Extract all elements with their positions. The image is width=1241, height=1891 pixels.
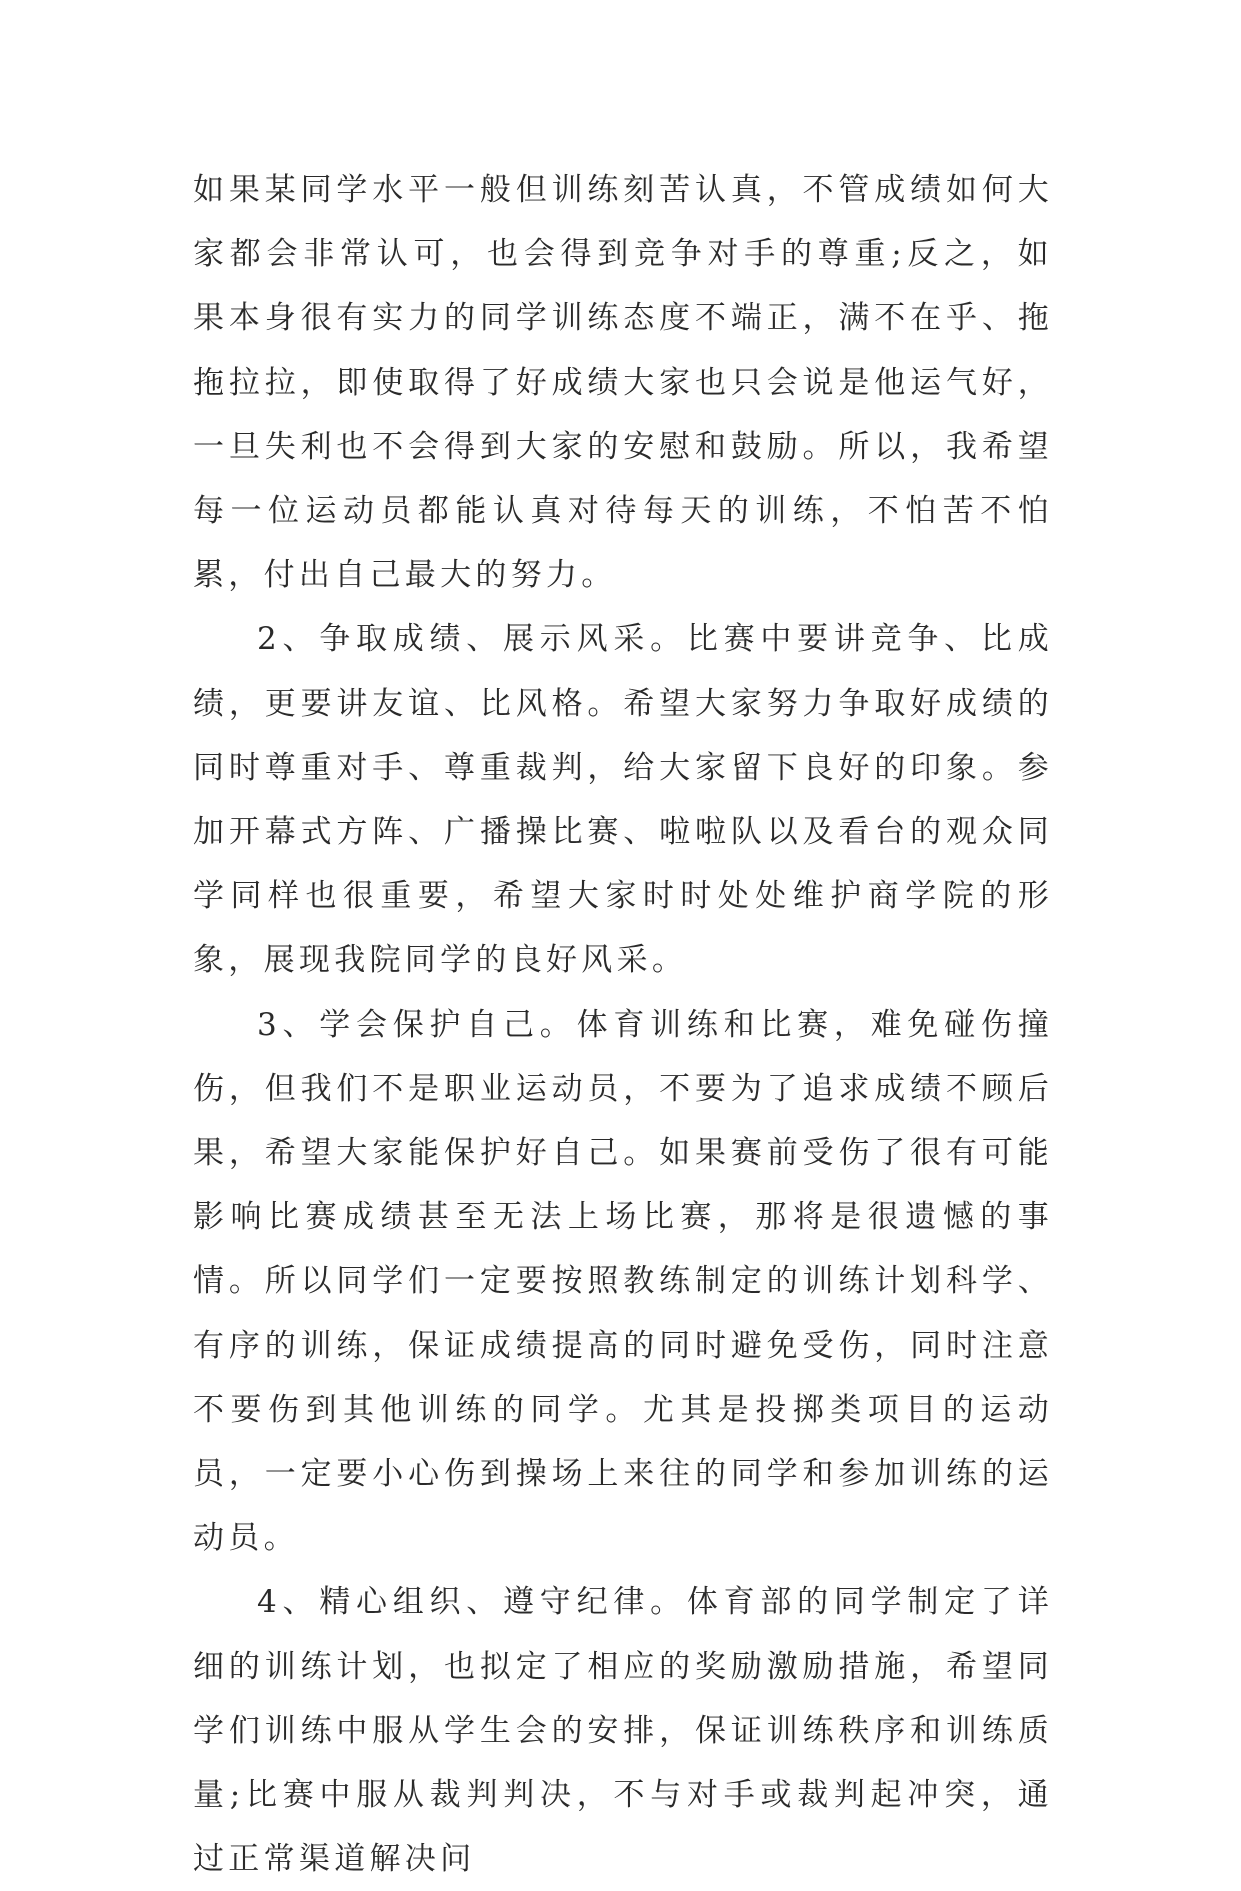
- paragraph-strive-for-results: 2、争取成绩、展示风采。比赛中要讲竞争、比成绩，更要讲友谊、比风格。希望大家努力争取好成绩的同时尊重对手、尊重裁判，给大家留下良好的印象。参加开幕式方阵、广播操比赛、啦啦队以及看台的观众同学同样也很重要，希望大家时时处处维护商学院的形象，展现我院同学的良好风采。: [193, 621, 1053, 979]
- paragraph-protect-yourself: 3、学会保护自己。体育训练和比赛，难免碰伤撞伤，但我们不是职业运动员，不要为了追求成绩不顾后果，希望大家能保护好自己。如果赛前受伤了很有可能影响比赛成绩甚至无法上场比赛，那将是很遗憾的事情。所以同学们一定要按照教练制定的训练计划科学、有序的训练，保证成绩提高的同时避免受伤，同时注意不要伤到其他训练的同学。尤其是投掷类项目的运动员，一定要小心伤到操场上来往的同学和参加训练的运动员。: [193, 1006, 1053, 1557]
- paragraph-training-attitude: 如果某同学水平一般但训练刻苦认真，不管成绩如何大家都会非常认可，也会得到竞争对手的尊重;反之，如果本身很有实力的同学训练态度不端正，满不在乎、拖拖拉拉，即使取得了好成绩大家也只会说是他运气好，一旦失利也不会得到大家的安慰和鼓励。所以，我希望每一位运动员都能认真对待每天的训练，不怕苦不怕累，付出自己最大的努力。: [193, 172, 1053, 594]
- paragraph-organization-discipline: 4、精心组织、遵守纪律。体育部的同学制定了详细的训练计划，也拟定了相应的奖励激励措施，希望同学们训练中服从学生会的安排，保证训练秩序和训练质量;比赛中服从裁判判决，不与对手或裁判起冲突，通过正常渠道解决问: [193, 1584, 1053, 1878]
- document-body: [193, 158, 1053, 1891]
